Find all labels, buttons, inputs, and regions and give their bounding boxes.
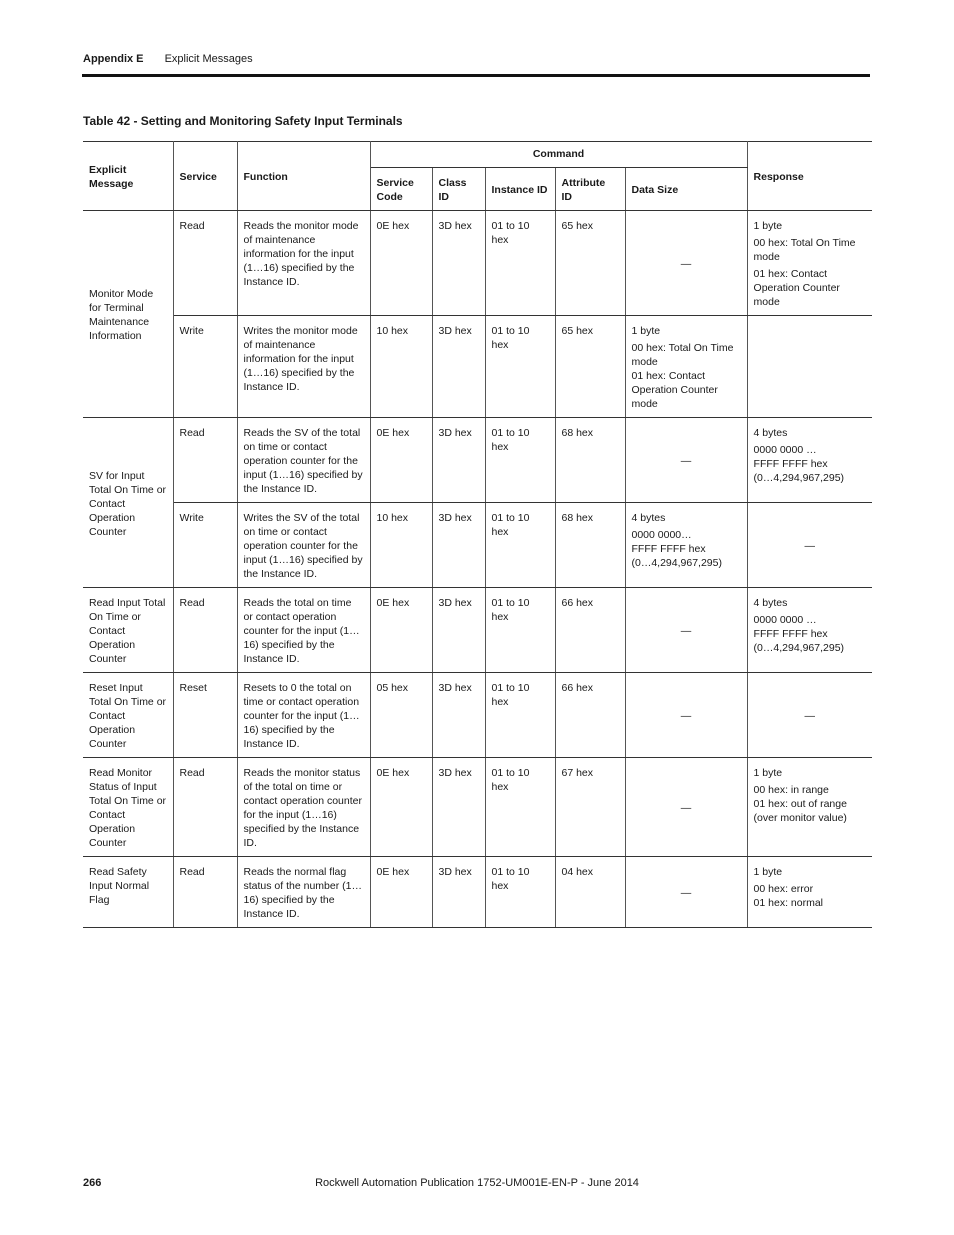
attribute-id-cell: 04 hex (555, 857, 625, 928)
data-size-line: 00 hex: Total On Time mode (631, 342, 734, 368)
response-line: 00 hex: in range (753, 784, 829, 796)
header-rule (82, 74, 870, 77)
class-id-cell: 3D hex (432, 503, 485, 588)
service-cell: Read (173, 588, 237, 673)
attribute-id-cell: 66 hex (555, 673, 625, 758)
dash-mark: — (804, 710, 816, 722)
attribute-id-cell: 66 hex (555, 588, 625, 673)
data-size-cell (625, 857, 747, 928)
col-instance-id: Instance ID (485, 168, 555, 211)
response-line: FFFF FFFF hex (753, 458, 828, 470)
page-number: 266 (83, 1177, 102, 1189)
data-size-cell (625, 418, 747, 503)
attribute-id-cell: 67 hex (555, 758, 625, 857)
data-size-cell (625, 316, 747, 418)
response-line: (0…4,294,967,295) (753, 642, 845, 654)
instance-id-cell: 01 to 10 hex (485, 673, 555, 758)
col-service-code: Service Code (370, 168, 432, 211)
data-size-line: 1 byte (631, 325, 661, 337)
service-cell: Reset (173, 673, 237, 758)
col-service: Service (173, 142, 237, 211)
service-code-cell: 0E hex (370, 857, 432, 928)
function-cell: Reads the normal flag status of the number (1…16) specified by the Instance ID. (237, 857, 370, 928)
response-line: 01 hex: normal (753, 897, 824, 909)
dash-mark: — (804, 540, 816, 552)
class-id-cell: 3D hex (432, 418, 485, 503)
response-line: 1 byte (753, 220, 783, 232)
dash-mark: — (680, 625, 692, 637)
table-row (83, 316, 872, 418)
instance-id-cell: 01 to 10 hex (485, 588, 555, 673)
data-size-line: FFFF FFFF hex (631, 543, 706, 555)
data-size-cell (625, 503, 747, 588)
table-row (83, 758, 872, 857)
dash-mark: — (680, 258, 692, 270)
instance-id-cell: 01 to 10 hex (485, 316, 555, 418)
dash-mark: — (680, 710, 692, 722)
instance-id-cell: 01 to 10 hex (485, 758, 555, 857)
attribute-id-cell: 68 hex (555, 503, 625, 588)
service-code-cell: 0E hex (370, 758, 432, 857)
function-cell: Resets to 0 the total on time or contact operation counter for the input (1…16) specified by the Instance ID. (237, 673, 370, 758)
table-row (83, 673, 872, 758)
table-row (83, 418, 872, 503)
attribute-id-cell: 65 hex (555, 211, 625, 316)
data-size-cell (625, 211, 747, 316)
service-cell: Read (173, 211, 237, 316)
response-line: 4 bytes (753, 427, 788, 439)
col-command: Command (370, 142, 747, 168)
service-cell: Read (173, 418, 237, 503)
dash-mark: — (680, 887, 692, 899)
response-line: 01 hex: out of range (over monitor value) (753, 798, 847, 824)
response-cell (747, 673, 872, 758)
col-attribute-id: Attribute ID (555, 168, 625, 211)
message-name: Monitor Mode for Terminal Maintenance Information (83, 211, 173, 418)
response-line: 00 hex: error (753, 883, 814, 895)
table-row (83, 588, 872, 673)
instance-id-cell: 01 to 10 hex (485, 211, 555, 316)
dash-mark: — (680, 455, 692, 467)
dash-mark: — (680, 802, 692, 814)
col-function: Function (237, 142, 370, 211)
instance-id-cell: 01 to 10 hex (485, 857, 555, 928)
response-cell (747, 418, 872, 503)
response-cell (747, 758, 872, 857)
running-header (83, 53, 253, 65)
appendix-label: Appendix E (83, 53, 144, 65)
col-response: Response (747, 142, 872, 211)
table-row (83, 857, 872, 928)
data-size-line: 4 bytes (631, 512, 666, 524)
data-size-line: 01 hex: Contact Operation Counter mode (631, 370, 718, 410)
service-cell: Write (173, 503, 237, 588)
service-cell: Write (173, 316, 237, 418)
class-id-cell: 3D hex (432, 211, 485, 316)
function-cell: Reads the total on time or contact operation counter for the input (1…16) specified by the Instance ID. (237, 588, 370, 673)
section-label: Explicit Messages (164, 53, 253, 65)
service-cell: Read (173, 857, 237, 928)
class-id-cell: 3D hex (432, 673, 485, 758)
response-cell (747, 211, 872, 316)
response-line: 1 byte (753, 866, 783, 878)
message-name: Read Input Total On Time or Contact Operation Counter (83, 588, 173, 673)
safety-input-table (83, 141, 872, 928)
function-cell: Writes the monitor mode of maintenance information for the input (1…16) specified by the Instance ID. (237, 316, 370, 418)
service-code-cell: 05 hex (370, 673, 432, 758)
function-cell: Reads the monitor status of the total on time or contact operation counter for the input (1…16) specified by the Instance ID. (237, 758, 370, 857)
response-cell (747, 503, 872, 588)
service-code-cell: 10 hex (370, 316, 432, 418)
col-class-id: Class ID (432, 168, 485, 211)
data-size-line: 0000 0000… (631, 529, 692, 541)
response-cell (747, 857, 872, 928)
table-caption: Table 42 - Setting and Monitoring Safety Input Terminals (83, 114, 403, 128)
service-cell: Read (173, 758, 237, 857)
function-cell: Reads the monitor mode of maintenance information for the input (1…16) specified by the Instance ID. (237, 211, 370, 316)
data-size-cell (625, 758, 747, 857)
service-code-cell: 0E hex (370, 211, 432, 316)
class-id-cell: 3D hex (432, 588, 485, 673)
data-size-cell (625, 673, 747, 758)
instance-id-cell: 01 to 10 hex (485, 418, 555, 503)
message-name: Read Monitor Status of Input Total On Time or Contact Operation Counter (83, 758, 173, 857)
message-name: SV for Input Total On Time or Contact Operation Counter (83, 418, 173, 588)
class-id-cell: 3D hex (432, 316, 485, 418)
response-cell (747, 588, 872, 673)
instance-id-cell: 01 to 10 hex (485, 503, 555, 588)
col-explicit-message: Explicit Message (83, 142, 173, 211)
response-line: 0000 0000 … (753, 614, 817, 626)
service-code-cell: 0E hex (370, 588, 432, 673)
col-data-size: Data Size (625, 168, 747, 211)
function-cell: Writes the SV of the total on time or contact operation counter for the input (1…16) specified by the Instance ID. (237, 503, 370, 588)
data-size-cell (625, 588, 747, 673)
response-line: 0000 0000 … (753, 444, 817, 456)
table-row (83, 503, 872, 588)
publication-info: Rockwell Automation Publication 1752-UM001E-EN-P - June 2014 (315, 1177, 639, 1189)
response-line: 1 byte (753, 767, 783, 779)
table-row (83, 211, 872, 316)
class-id-cell: 3D hex (432, 857, 485, 928)
service-code-cell: 10 hex (370, 503, 432, 588)
table-body (83, 211, 872, 928)
response-line: (0…4,294,967,295) (753, 472, 845, 484)
message-name: Read Safety Input Normal Flag (83, 857, 173, 928)
response-line: 4 bytes (753, 597, 788, 609)
response-line: FFFF FFFF hex (753, 628, 828, 640)
class-id-cell: 3D hex (432, 758, 485, 857)
attribute-id-cell: 68 hex (555, 418, 625, 503)
message-name: Reset Input Total On Time or Contact Operation Counter (83, 673, 173, 758)
service-code-cell: 0E hex (370, 418, 432, 503)
response-line: 00 hex: Total On Time mode (753, 237, 856, 263)
attribute-id-cell: 65 hex (555, 316, 625, 418)
data-size-line: (0…4,294,967,295) (631, 557, 722, 569)
function-cell: Reads the SV of the total on time or contact operation counter for the input (1…16) specified by the Instance ID. (237, 418, 370, 503)
response-cell (747, 316, 872, 418)
response-line: 01 hex: Contact Operation Counter mode (753, 268, 840, 308)
